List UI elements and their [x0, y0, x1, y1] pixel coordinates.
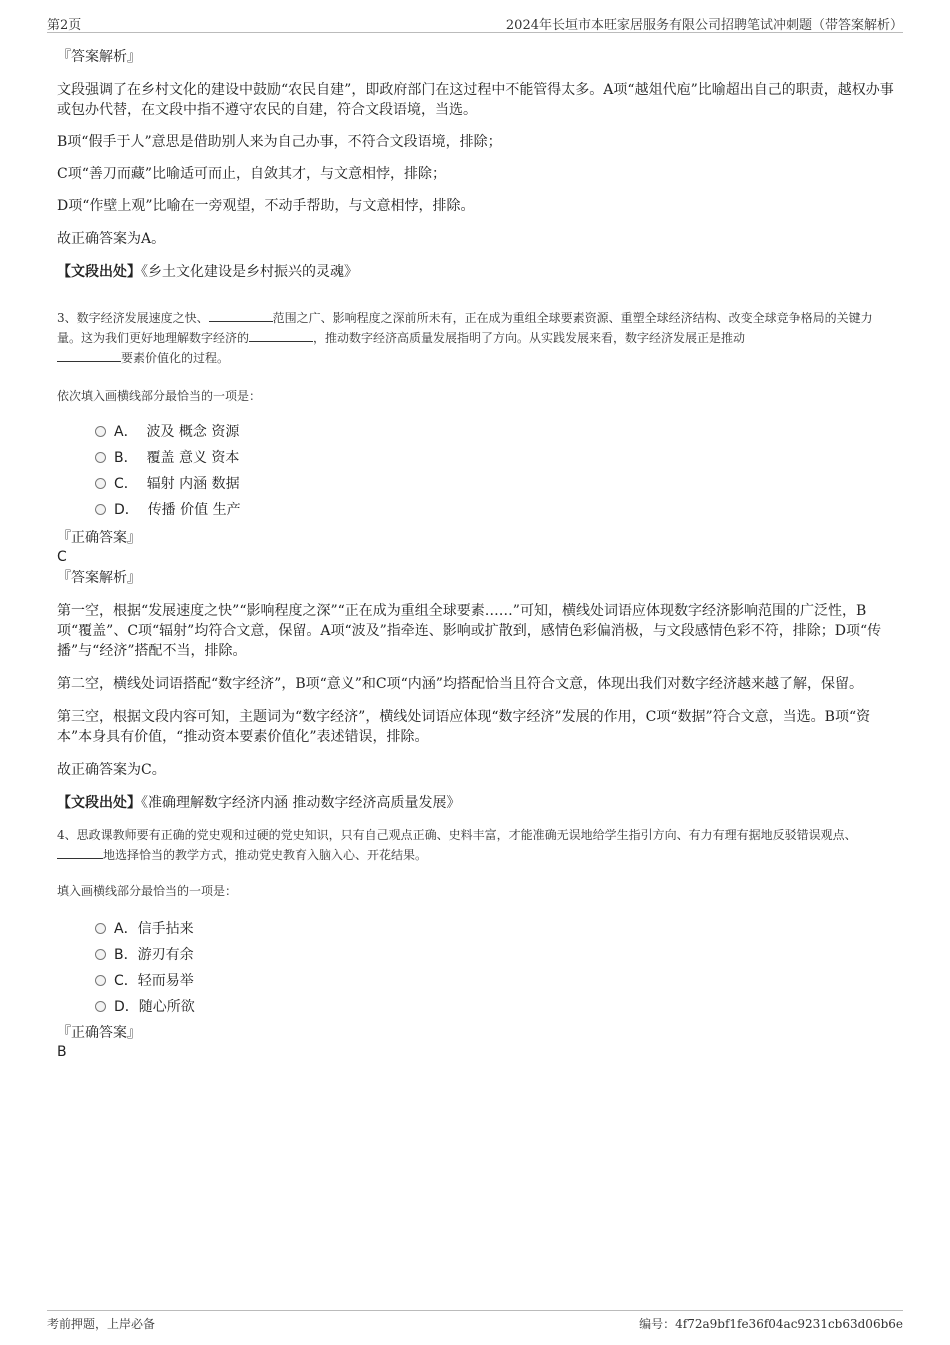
option-a[interactable]: A．信手拈来	[95, 916, 895, 942]
radio-icon[interactable]	[95, 426, 106, 437]
source-title: 《准确理解数字经济内涵 推动数字经济高质量发展》	[141, 795, 461, 811]
correct-answer: C	[57, 549, 67, 565]
source-title: 《乡土文化建设是乡村振兴的灵魂》	[141, 264, 358, 280]
page-footer	[47, 1310, 903, 1335]
analysis-tag: 『答案解析』	[57, 570, 141, 586]
question-3-options	[57, 419, 895, 523]
stem-text: 4、思政课教师要有正确的党史观和过硬的党史知识，只有自己观点正确、史料丰富，才能准确无误地给学生指引方向、有力有理有据地反驳错误观点、	[57, 828, 857, 842]
analysis-paragraph: 第二空，横线处词语搭配“数字经济”，B项“意义”和C项“内涵”均搭配恰当且符合文意，体现出我们对数字经济越来越了解，保留。	[57, 676, 863, 692]
option-b[interactable]: B． 覆盖 意义 资本	[95, 445, 895, 471]
radio-icon[interactable]	[95, 452, 106, 463]
option-a[interactable]: A． 波及 概念 资源	[95, 419, 895, 445]
radio-icon[interactable]	[95, 975, 106, 986]
fill-blank	[249, 329, 313, 342]
question-4-options	[57, 916, 895, 1020]
document-title: 2024年长垣市本旺家居服务有限公司招聘笔试冲刺题（带答案解析）	[505, 18, 903, 33]
source-label: 【文段出处】	[57, 795, 141, 811]
analysis-conclusion: 故正确答案为C。	[57, 762, 166, 778]
stem-text: 要素价值化的过程。	[121, 351, 230, 365]
stem-text: 地选择恰当的教学方式，推动党史教育入脑入心、开花结果。	[103, 848, 428, 862]
analysis-conclusion: 故正确答案为A。	[57, 231, 166, 247]
question-4-stem	[57, 825, 895, 865]
stem-text: ，推动数字经济高质量发展指明了方向。从实践发展来看，数字经济发展正是推动	[313, 331, 746, 345]
analysis-paragraph: C项“善刀而藏”比喻适可而止，自敛其才，与文意相悖，排除；	[57, 166, 447, 182]
footer-slogan: 考前押题，上岸必备	[47, 1317, 156, 1331]
answer-tag: 『正确答案』	[57, 1025, 141, 1041]
option-d[interactable]: D． 传播 价值 生产	[95, 497, 895, 523]
source-label: 【文段出处】	[57, 264, 141, 280]
analysis-paragraph: 第三空，根据文段内容可知，主题词为“数字经济”，横线处词语应体现“数字经济”发展的作用，C项“数据”符合文意，当选。B项“资本”本身具有价值，“推动资本要素价值化”表述错误，排除。	[57, 709, 871, 745]
correct-answer: B	[57, 1044, 67, 1060]
radio-icon[interactable]	[95, 949, 106, 960]
option-d[interactable]: D．随心所欲	[95, 994, 895, 1020]
question-3-stem	[57, 308, 895, 368]
analysis-paragraph: D项“作壁上观”比喻在一旁观望，不动手帮助，与文意相悖，排除。	[57, 198, 475, 214]
page-content	[57, 47, 895, 1061]
analysis-tag: 『答案解析』	[57, 49, 141, 65]
option-c[interactable]: C．轻而易举	[95, 968, 895, 994]
stem-text: 3、数字经济发展速度之快、	[57, 311, 209, 325]
radio-icon[interactable]	[95, 1001, 106, 1012]
page-number: 第2页	[47, 18, 82, 33]
radio-icon[interactable]	[95, 923, 106, 934]
fill-blank	[209, 309, 273, 322]
analysis-paragraph: 文段强调了在乡村文化的建设中鼓励“农民自建”，即政府部门在这过程中不能管得太多。A项“越俎代庖”比喻超出自己的职责，越权办事或包办代替，在文段中指不遵守农民的自建，符合文段语境，当选。	[57, 82, 894, 118]
answer-tag: 『正确答案』	[57, 530, 141, 546]
analysis-paragraph: 第一空，根据“发展速度之快”“影响程度之深”“正在成为重组全球要素……”可知，横线处词语应体现数字经济影响范围的广泛性，B项“覆盖”、C项“辐射”均符合文意，保留。A项“波及”指牵连、影响或扩散到，感情色彩偏消极，与文段感情色彩不符，排除；D项“传播”与“经济”搭配不当，排除。	[57, 603, 882, 659]
fill-blank	[57, 846, 103, 859]
radio-icon[interactable]	[95, 504, 106, 515]
passage-source	[57, 793, 895, 813]
page-header	[47, 12, 903, 33]
document-serial: 编号：4f72a9bf1fe36f04ac9231cb63d06b6e	[639, 1317, 903, 1331]
question-3-prompt: 依次填入画横线部分最恰当的一项是：	[57, 389, 262, 403]
fill-blank	[57, 349, 121, 362]
option-b[interactable]: B．游刃有余	[95, 942, 895, 968]
question-4-prompt: 填入画横线部分最恰当的一项是：	[57, 884, 238, 898]
stem-text: 范围之广、影响程度之深前所未有，正在成为重组全球要素资源、重塑全球经济结构、改变全球竞争格局的关键力量。这为我们更好地理解数字经济的	[57, 311, 873, 345]
radio-icon[interactable]	[95, 478, 106, 489]
passage-source	[57, 262, 895, 282]
option-c[interactable]: C． 辐射 内涵 数据	[95, 471, 895, 497]
analysis-paragraph: B项“假手于人”意思是借助别人来为自己办事，不符合文段语境，排除；	[57, 134, 502, 150]
